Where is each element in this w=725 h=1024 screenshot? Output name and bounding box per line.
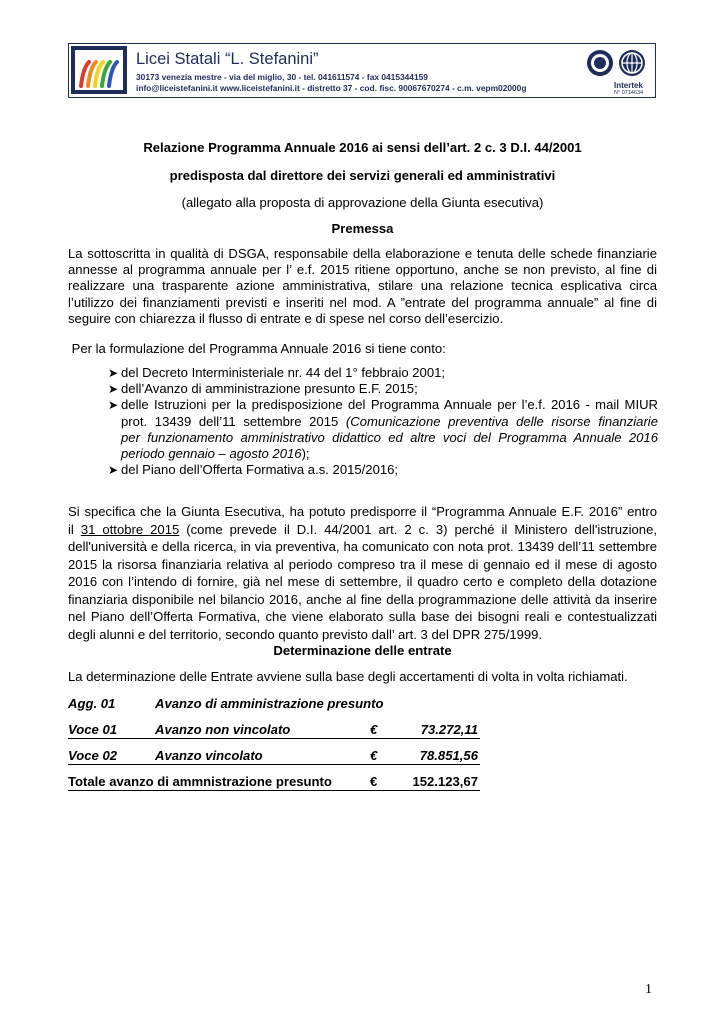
document-note: (allegato alla proposta di approvazione della Giunta esecutiva) bbox=[181, 195, 544, 210]
finance-row-total bbox=[68, 774, 480, 791]
school-name: Licei Statali “L. Stefanini” bbox=[136, 50, 319, 68]
paragraph-line: dell'università e della ricerca, in via preventiva, ha comunicato con nota prot. 13439 dell’11 settembre bbox=[68, 539, 657, 554]
certification-seal-icon bbox=[586, 48, 656, 82]
arrow-bullet-icon: ➤ bbox=[108, 463, 119, 478]
section-heading-entrate: Determinazione delle entrate bbox=[273, 643, 452, 658]
document-subtitle: predisposta dal direttore dei servizi generali ed amministrativi bbox=[169, 168, 556, 183]
page-number: 1 bbox=[645, 982, 652, 997]
voce-code: Voce 02 bbox=[68, 748, 118, 763]
arrow-bullet-icon: ➤ bbox=[108, 382, 119, 397]
paragraph-line: annesse al programma annuale per l’ e.f. 2015 ritiene opportuno, anche se non previsto, al fine di bbox=[68, 262, 657, 278]
list-item: ➤ dell’Avanzo di amministrazione presunto E.F. 2015; bbox=[108, 381, 418, 397]
voce-label: Avanzo non vincolato bbox=[155, 722, 291, 737]
list-item: ➤ del Piano dell’Offerta Formativa a.s. 2015/2016; bbox=[108, 462, 399, 478]
total-amount: 152.123,67 bbox=[412, 774, 478, 789]
school-address: 30173 venezia mestre - via del miglio, 30 - tel. 041611574 - fax 0415344159 bbox=[136, 72, 428, 82]
cert-number: N° 0714634 bbox=[614, 90, 644, 96]
total-label: Totale avanzo di ammnistrazione presunto bbox=[68, 774, 332, 789]
list-item: ➤ del Decreto Interministeriale nr. 44 del 1° febbraio 2001; bbox=[108, 365, 446, 380]
agg-label: Avanzo di amministrazione presunto bbox=[155, 696, 384, 711]
agg-code: Agg. 01 bbox=[68, 696, 116, 711]
finance-row-voce02 bbox=[68, 748, 480, 765]
school-contacts: info@liceistefanini.it www.liceistefanini.it - distretto 37 - cod. fisc. 90067670274 - c.m. vepm02000g bbox=[136, 83, 527, 93]
entrate-intro: La determinazione delle Entrate avviene sulla base degli accertamenti di volta in volta richiamati. bbox=[68, 669, 628, 684]
premessa-paragraph bbox=[68, 246, 657, 327]
giunta-paragraph bbox=[68, 503, 657, 643]
certification-logos bbox=[586, 48, 656, 82]
paragraph-line: finanziaria disponibile nel bilancio 2016, anche al fine della programmazione delle attività da inserire bbox=[68, 591, 657, 607]
arrow-bullet-icon: ➤ bbox=[108, 366, 119, 380]
document-title: Relazione Programma Annuale 2016 ai sensi dell’art. 2 c. 3 D.I. 44/2001 bbox=[143, 140, 582, 155]
paragraph-line: La sottoscritta in qualità di DSGA, responsabile della elaborazione e tenuta delle schede finanziarie bbox=[68, 246, 657, 261]
deadline-date: 31 ottobre 2015 bbox=[80, 521, 180, 537]
paragraph-line: seguire con chiarezza il flusso di entrate e di spese nel corso dell’esercizio. bbox=[68, 310, 504, 326]
paragraph-line: Si specifica che la Giunta Esecutiva, ha potuto predisporre il “Programma Annuale E.F. 2016” entro bbox=[68, 504, 657, 519]
paragraph-line: realizzare una trasparente azione amministrativa, stilare una relazione tecnica esplicativa circa bbox=[68, 278, 657, 294]
paragraph-line: l’utilizzo dei finanziamenti previsti e inseriti nel mod. A ”entrate del programma annuale” al fine di bbox=[68, 294, 657, 310]
paragraph-line: 2015 la risorsa finanziaria relativa al periodo compreso tra il mese di gennaio ed il mese di agosto bbox=[68, 556, 657, 572]
section-heading-premessa: Premessa bbox=[331, 221, 394, 236]
currency-symbol: € bbox=[370, 722, 378, 737]
rainbow-arcs-icon bbox=[71, 46, 127, 94]
arrow-bullet-icon: ➤ bbox=[108, 398, 119, 413]
paragraph-line: 2016 con l’intendo di fornire, già nel mese di settembre, il quadro certo e completo della dotazione bbox=[68, 574, 657, 589]
voce-amount: 78.851,56 bbox=[419, 748, 478, 763]
paragraph-line: degli alunni e del territorio, secondo quanto previsto dall’ art. 3 del DPR 275/1999. bbox=[68, 626, 543, 642]
paragraph-line: nel Piano dell’Offerta Formativa, che viene elaborato sulla base dei bisogni reali e contestualizzati bbox=[68, 609, 657, 624]
voce-label: Avanzo vincolato bbox=[155, 748, 263, 763]
list-item: ➤ delle Istruzioni per la predisposizione del Programma Annuale per l’e.f. 2016 - mail MIUR prot. 13439 dell’11 settembre 2015 (Comunicazione preventiva delle risorse finanziarie per funzionamento amministrativo didattico ed altre voci del Programma Annuale 2016 periodo gennaio – agosto 2016); bbox=[108, 397, 659, 462]
currency-symbol: € bbox=[370, 748, 378, 763]
school-logo bbox=[71, 46, 127, 94]
finance-row-voce01 bbox=[68, 722, 480, 739]
voce-code: Voce 01 bbox=[68, 722, 118, 737]
requirements-list bbox=[108, 365, 658, 478]
cert-label: Intertek bbox=[614, 81, 643, 90]
voce-amount: 73.272,11 bbox=[420, 722, 478, 737]
currency-symbol: € bbox=[370, 774, 378, 789]
list-intro: Per la formulazione del Programma Annuale 2016 si tiene conto: bbox=[68, 341, 446, 356]
paragraph-line: il 31 ottobre 2015 (come prevede il D.I. 44/2001 art. 2 c. 3) perché il Ministero dell'istruzione, bbox=[68, 521, 657, 537]
